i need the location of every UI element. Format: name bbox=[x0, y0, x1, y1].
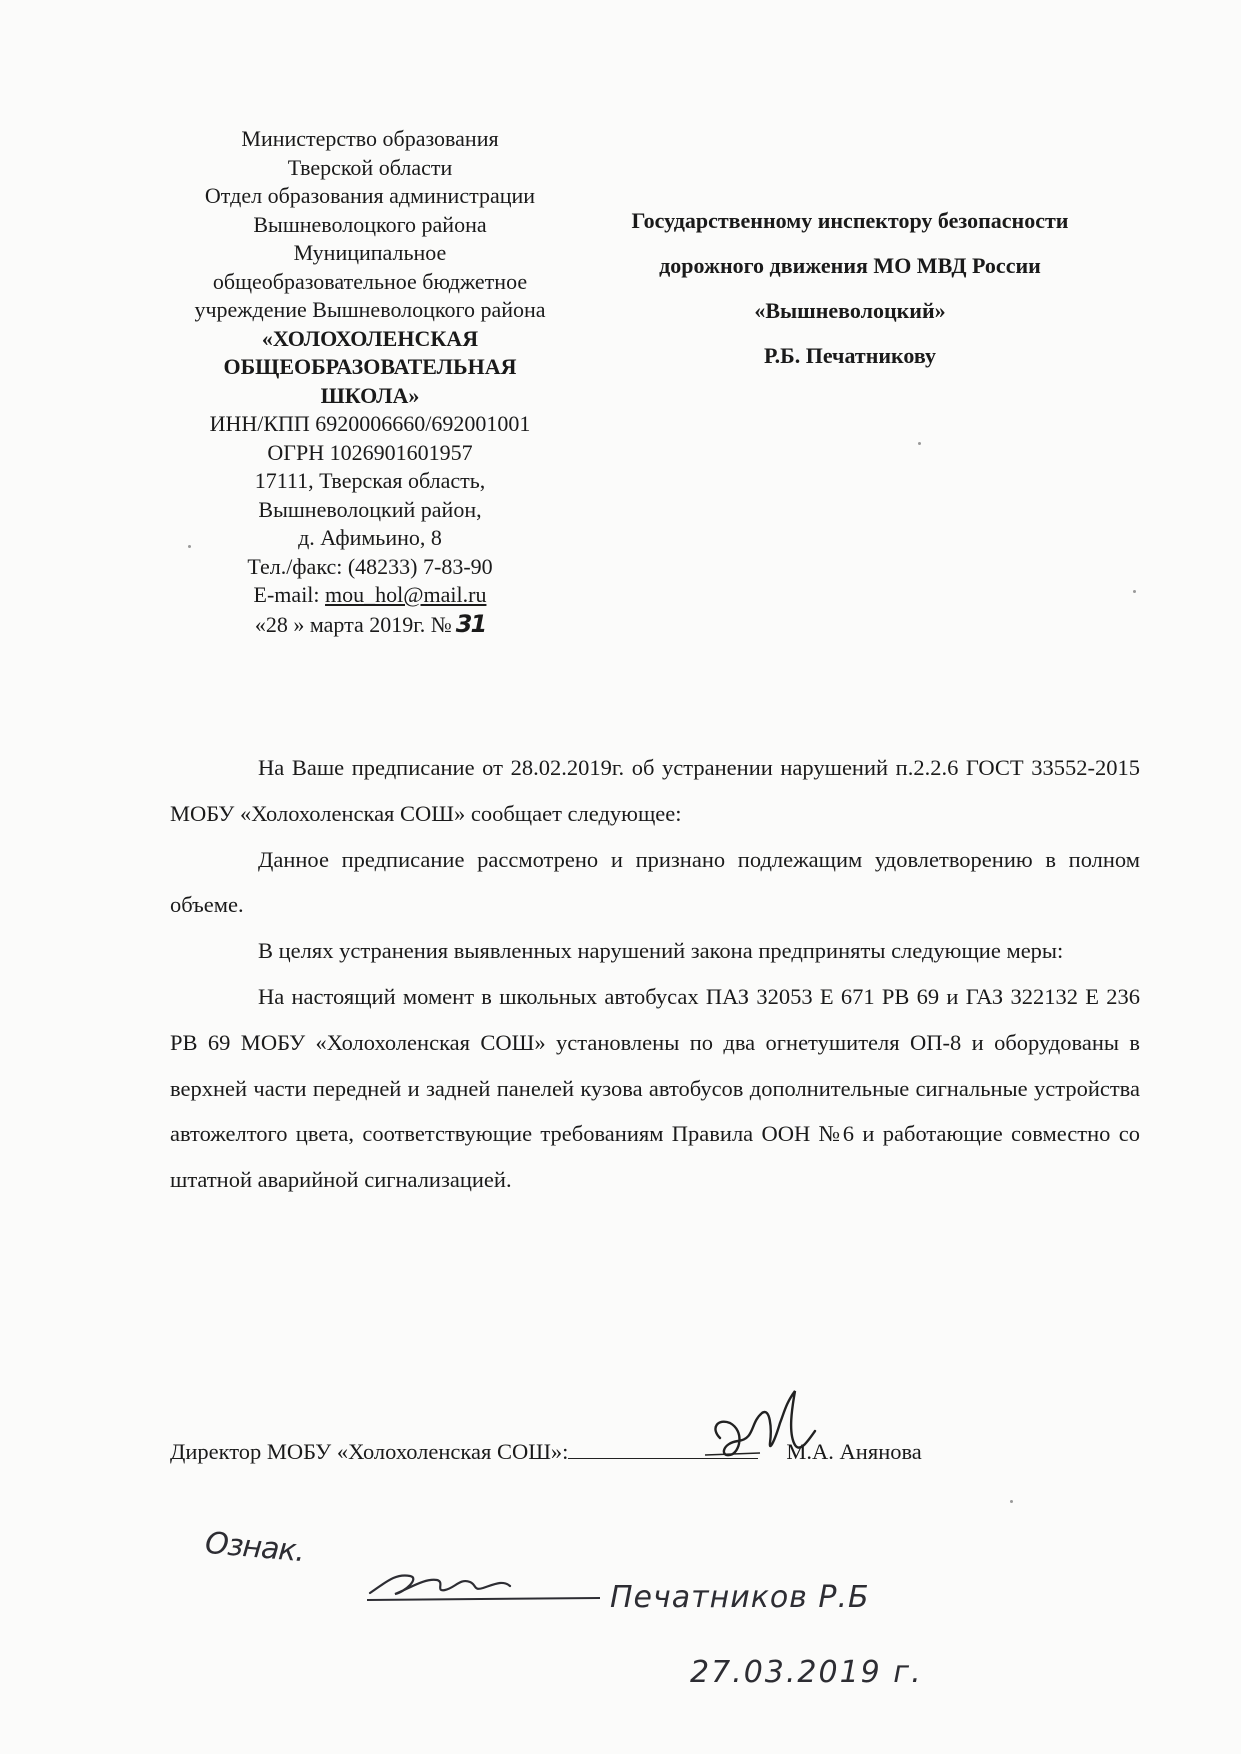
body-paragraph: На настоящий момент в школьных автобусах ПАЗ 32053 Е 671 РВ 69 и ГАЗ 322132 Е 236 РВ 69 МОБУ «Холохоленская СОШ» установлены по два огнетушителя ОП-8 и оборудованы в верхней части передней и задней панелей кузова автобусов дополнительные сигнальные устройства автожелтого цвета, соответствующие требованиям Правила ООН №6 и работающие совместно со штатной аварийной сигнализацией. bbox=[170, 983, 1140, 1193]
school-name-line: ШКОЛА» bbox=[320, 382, 420, 408]
email-row bbox=[150, 581, 590, 610]
email-link[interactable]: mou_hol@mail.ru bbox=[325, 582, 487, 607]
date-ref bbox=[150, 610, 590, 640]
letterhead-line: Муниципальное bbox=[293, 240, 447, 265]
handwritten-name: Печатников Р.Б bbox=[610, 1580, 870, 1615]
scan-speck bbox=[918, 442, 921, 445]
director-signature-scribble bbox=[700, 1383, 850, 1473]
signature-title: Директор МОБУ «Холохоленская СОШ»: bbox=[170, 1439, 569, 1464]
address-line: 17111, Тверская область, bbox=[254, 468, 486, 493]
letterhead-line: Вышневолоцкого района bbox=[253, 211, 487, 237]
school-name-line: ОБЩЕОБРАЗОВАТЕЛЬНАЯ bbox=[223, 354, 517, 379]
phone: Тел./факс: (48233) 7-83-90 bbox=[247, 553, 493, 579]
addressee-line: «Вышневолоцкий» bbox=[754, 298, 946, 323]
date-ref-text: «28 » марта 2019г. № bbox=[254, 611, 452, 637]
addressee-line: Государственному инспектору безопасности bbox=[631, 208, 1069, 233]
addressee-line: Р.Б. Печатникову bbox=[763, 343, 937, 368]
scan-speck bbox=[1010, 1500, 1013, 1503]
scan-speck bbox=[188, 545, 191, 548]
address-line: д. Афимьино, 8 bbox=[298, 525, 442, 550]
handwritten-received: Ознак. bbox=[203, 1525, 306, 1570]
letterhead-line: Отдел образования администрации bbox=[204, 183, 536, 208]
scan-speck bbox=[1133, 590, 1136, 593]
email-label: E-mail: bbox=[253, 582, 326, 607]
body-paragraph: На Ваше предписание от 28.02.2019г. об устранении нарушений п.2.2.6 ГОСТ 33552-2015 МОБУ «Холохоленская СОШ» сообщает следующее: bbox=[170, 755, 1140, 826]
signature-name: М.А. Анянова bbox=[786, 1439, 922, 1464]
school-name-line: «ХОЛОХОЛЕНСКАЯ bbox=[261, 325, 479, 351]
body-paragraph: В целях устранения выявленных нарушений закона предприняты следующие меры: bbox=[258, 938, 1064, 964]
inspector-signature-scribble bbox=[365, 1558, 605, 1608]
inn-kpp: ИНН/КПП 6920006660/692001001 bbox=[209, 411, 531, 436]
handwritten-number: 31 bbox=[455, 609, 486, 638]
addressee bbox=[590, 198, 1110, 378]
signature-line bbox=[170, 1436, 1070, 1467]
ogrn: ОГРН 1026901601957 bbox=[267, 439, 473, 465]
letterhead-line: Тверской области bbox=[287, 154, 453, 180]
address-line: Вышневолоцкий район, bbox=[258, 496, 482, 522]
addressee-line: дорожного движения МО МВД России bbox=[659, 253, 1041, 278]
body-paragraph: Данное предписание рассмотрено и признано подлежащим удовлетворению в полном объеме. bbox=[170, 846, 1140, 918]
letterhead bbox=[150, 125, 590, 639]
letterhead-line: общеобразовательное бюджетное bbox=[212, 268, 528, 294]
letterhead-line: учреждение Вышневолоцкого района bbox=[194, 297, 546, 322]
letter-body bbox=[170, 745, 1140, 1203]
letterhead-line: Министерство образования bbox=[241, 126, 499, 151]
handwritten-date: 27.03.2019 г. bbox=[690, 1655, 923, 1690]
